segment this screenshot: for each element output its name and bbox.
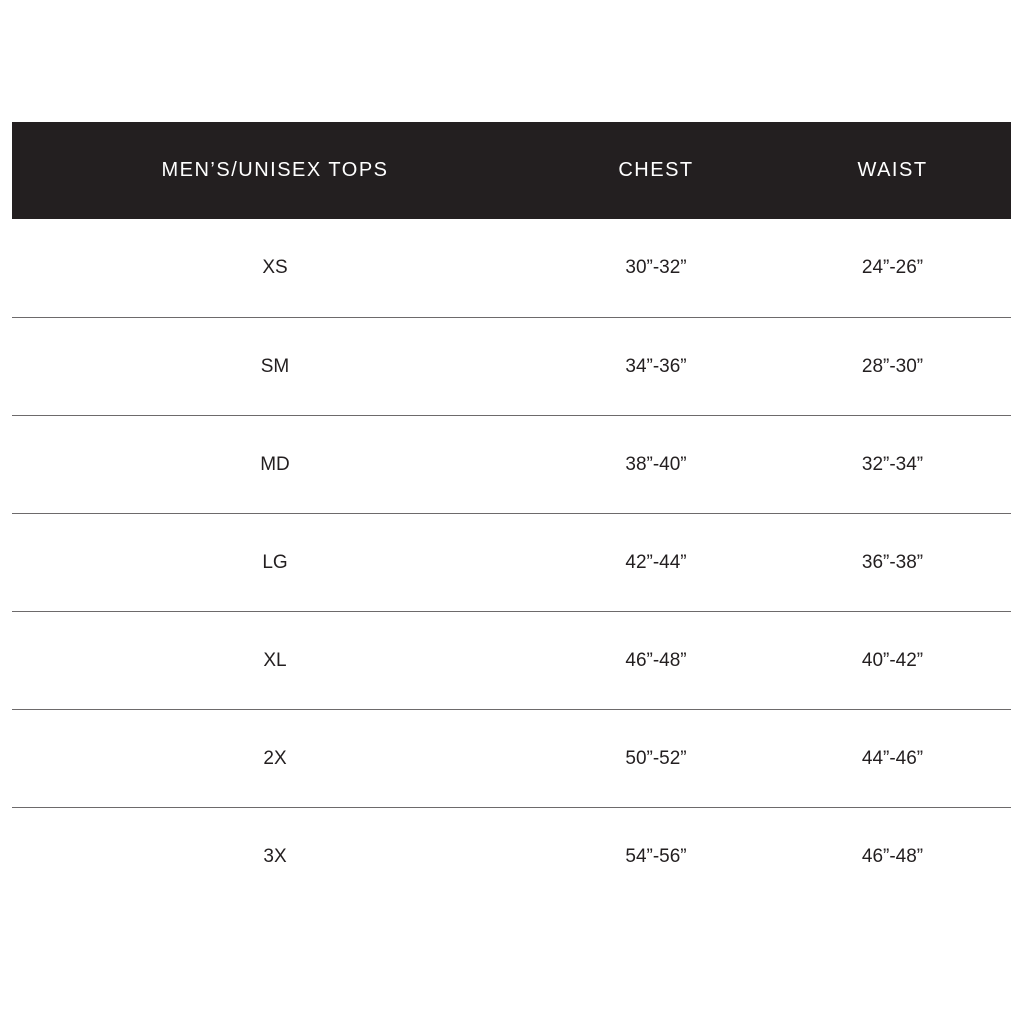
cell-size: SM — [260, 355, 290, 377]
table-header-row — [12, 122, 1011, 219]
cell-waist: 28”-30” — [861, 355, 924, 377]
cell-size: 3X — [263, 845, 287, 867]
cell-chest: 30”-32” — [625, 257, 687, 278]
cell-waist: 44”-46” — [861, 747, 924, 769]
table-row — [12, 709, 1011, 807]
table-row — [12, 611, 1011, 709]
cell-chest: 42”-44” — [625, 551, 687, 573]
header-waist: WAIST — [857, 159, 928, 181]
cell-size: MD — [260, 453, 290, 475]
cell-chest: 46”-48” — [625, 649, 687, 671]
cell-waist: 24”-26” — [861, 257, 924, 278]
cell-size: XL — [263, 649, 287, 671]
table-row — [12, 513, 1011, 611]
table-row — [12, 415, 1011, 513]
table-row — [12, 807, 1011, 905]
size-chart-table — [12, 122, 1011, 905]
table-row — [12, 317, 1011, 415]
header-chest: CHEST — [618, 159, 694, 181]
header-size: MEN’S/UNISEX TOPS — [161, 159, 389, 181]
cell-chest: 54”-56” — [625, 845, 687, 867]
cell-size: LG — [262, 551, 288, 573]
cell-waist: 36”-38” — [861, 551, 924, 573]
cell-chest: 34”-36” — [625, 355, 687, 377]
table-row — [12, 219, 1011, 317]
cell-size: 2X — [263, 747, 287, 769]
cell-waist: 32”-34” — [861, 453, 924, 475]
cell-waist: 46”-48” — [861, 845, 924, 867]
cell-chest: 38”-40” — [625, 453, 687, 475]
cell-waist: 40”-42” — [861, 649, 924, 671]
cell-size: XS — [262, 257, 288, 278]
cell-chest: 50”-52” — [625, 747, 687, 769]
